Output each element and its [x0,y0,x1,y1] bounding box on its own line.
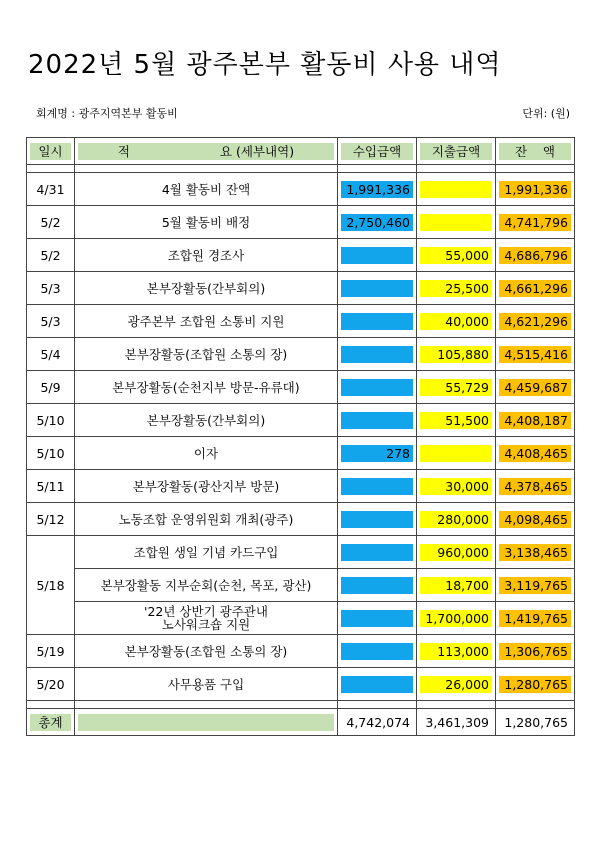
row-expense [417,173,496,206]
row-expense-value [420,214,492,231]
row-expense [417,305,496,338]
row-balance-value: 4,378,465 [499,478,571,495]
row-income-value [341,412,413,429]
row-income [338,536,417,569]
account-label: 회계명 : 광주지역본부 활동비 [36,107,178,120]
row-expense-value: 40,000 [420,313,492,330]
row-income [338,239,417,272]
row-date: 5/11 [27,470,75,503]
row-expense [417,272,496,305]
row-date: 5/3 [27,272,75,305]
table-row [27,503,575,536]
row-balance-value: 1,991,336 [499,181,571,198]
row-income-value [341,610,413,627]
row-expense [417,338,496,371]
row-income [338,173,417,206]
row-balance [496,173,575,206]
page-title: 2022년 5월 광주본부 활동비 사용 내역 [28,50,502,80]
row-balance-value: 3,138,465 [499,544,571,561]
row-expense [417,602,496,635]
total-expense: 3,461,309 [417,709,496,736]
row-description: 본부장활동 지부순회(순천, 목포, 광산) [75,569,338,602]
row-expense [417,437,496,470]
row-description: 5월 활동비 배정 [75,206,338,239]
row-income-value [341,544,413,561]
table-row [27,470,575,503]
row-balance-value: 1,306,765 [499,643,571,660]
row-date: 5/12 [27,503,75,536]
row-date: 5/3 [27,305,75,338]
table-row [27,635,575,668]
row-expense [417,569,496,602]
row-balance [496,470,575,503]
row-income-value: 278 [341,445,413,462]
row-income [338,569,417,602]
row-balance-value: 4,459,687 [499,379,571,396]
row-description: 노동조합 운영위원회 개최(광주) [75,503,338,536]
row-expense-value: 1,700,000 [420,610,492,627]
table-row [27,437,575,470]
table-row [27,338,575,371]
table-row [27,305,575,338]
row-income [338,602,417,635]
row-expense-value [420,181,492,198]
row-balance-value: 4,686,796 [499,247,571,264]
row-date: 5/19 [27,635,75,668]
row-income-value [341,511,413,528]
row-date: 5/10 [27,437,75,470]
row-date: 5/18 [27,536,75,635]
row-income-value [341,346,413,363]
total-row [27,709,575,736]
row-expense [417,404,496,437]
table-row [27,173,575,206]
row-balance [496,536,575,569]
row-balance-value: 4,408,465 [499,445,571,462]
row-expense-value: 26,000 [420,676,492,693]
unit-label: 단위: (원) [522,107,570,120]
row-income [338,371,417,404]
row-income [338,338,417,371]
row-balance-value: 4,661,296 [499,280,571,297]
row-date: 5/9 [27,371,75,404]
header-row [27,138,575,165]
row-expense-value [420,445,492,462]
row-income [338,305,417,338]
row-expense-value: 51,500 [420,412,492,429]
row-balance [496,437,575,470]
row-income-value [341,280,413,297]
row-description-line1: '22년 상반기 광주관내 [144,604,268,619]
row-expense-value: 280,000 [420,511,492,528]
row-expense [417,371,496,404]
row-balance-value: 1,419,765 [499,610,571,627]
row-balance [496,239,575,272]
row-balance-value: 4,098,465 [499,511,571,528]
row-expense-value: 55,000 [420,247,492,264]
row-balance [496,272,575,305]
row-balance-value: 4,621,296 [499,313,571,330]
header-expense: 지출금액 [417,138,496,165]
row-description: 본부장활동(순천지부 방문-유류대) [75,371,338,404]
row-income [338,470,417,503]
row-balance [496,371,575,404]
row-description: 조합원 생일 기념 카드구입 [75,536,338,569]
total-balance: 1,280,765 [496,709,575,736]
table-row [27,239,575,272]
total-income: 4,742,074 [338,709,417,736]
row-description: 이자 [75,437,338,470]
row-expense [417,536,496,569]
row-balance [496,602,575,635]
row-balance [496,635,575,668]
row-income [338,635,417,668]
row-income [338,668,417,701]
row-description: 본부장활동(간부회의) [75,404,338,437]
row-expense [417,503,496,536]
row-expense [417,668,496,701]
table-row [27,668,575,701]
row-income-value [341,478,413,495]
spacer-row [27,165,575,173]
row-description-line2: 노사워크숍 지원 [161,617,251,632]
spacer-row [27,701,575,709]
row-balance [496,569,575,602]
total-desc-fill [75,709,338,736]
row-balance-value: 1,280,765 [499,676,571,693]
row-expense-value: 25,500 [420,280,492,297]
row-income [338,437,417,470]
table-row [27,206,575,239]
row-income-value: 2,750,460 [341,214,413,231]
row-date: 5/2 [27,239,75,272]
row-description: 본부장활동(광산지부 방문) [75,470,338,503]
row-balance [496,668,575,701]
header-date: 일시 [27,138,75,165]
row-balance [496,503,575,536]
row-date: 5/10 [27,404,75,437]
row-income [338,206,417,239]
row-income-value [341,676,413,693]
row-expense-value: 55,729 [420,379,492,396]
row-description: 본부장활동(조합원 소통의 장) [75,338,338,371]
row-expense [417,470,496,503]
table-row [27,602,575,635]
row-description: 본부장활동(간부회의) [75,272,338,305]
row-expense-value: 105,880 [420,346,492,363]
row-balance [496,305,575,338]
row-date: 5/20 [27,668,75,701]
row-income-value [341,247,413,264]
row-balance [496,206,575,239]
row-expense-value: 30,000 [420,478,492,495]
row-expense-value: 113,000 [420,643,492,660]
row-income-value [341,577,413,594]
row-balance-value: 4,408,187 [499,412,571,429]
table-row [27,404,575,437]
row-balance [496,338,575,371]
row-expense [417,635,496,668]
row-income-value: 1,991,336 [341,181,413,198]
row-income-value [341,643,413,660]
row-balance-value: 4,515,416 [499,346,571,363]
row-description: 광주본부 조합원 소통비 지원 [75,305,338,338]
row-income [338,272,417,305]
row-expense-value: 18,700 [420,577,492,594]
row-description: 조합원 경조사 [75,239,338,272]
row-expense-value: 960,000 [420,544,492,561]
table-row [27,371,575,404]
row-income-value [341,313,413,330]
row-description: 본부장활동(조합원 소통의 장) [75,635,338,668]
table-row [27,569,575,602]
row-description: 4월 활동비 잔액 [75,173,338,206]
row-income [338,503,417,536]
header-description: 적 요 (세부내역) [75,138,338,165]
row-expense [417,206,496,239]
row-balance [496,404,575,437]
total-label: 총계 [27,709,75,736]
header-income: 수입금액 [338,138,417,165]
row-description: 사무용품 구입 [75,668,338,701]
row-expense [417,239,496,272]
expense-ledger-table [26,137,575,736]
header-balance: 잔 액 [496,138,575,165]
row-income-value [341,379,413,396]
row-date: 4/31 [27,173,75,206]
table-row [27,536,575,569]
row-description [75,602,338,635]
row-date: 5/2 [27,206,75,239]
row-balance-value: 3,119,765 [499,577,571,594]
row-balance-value: 4,741,796 [499,214,571,231]
row-date: 5/4 [27,338,75,371]
table-row [27,272,575,305]
row-income [338,404,417,437]
